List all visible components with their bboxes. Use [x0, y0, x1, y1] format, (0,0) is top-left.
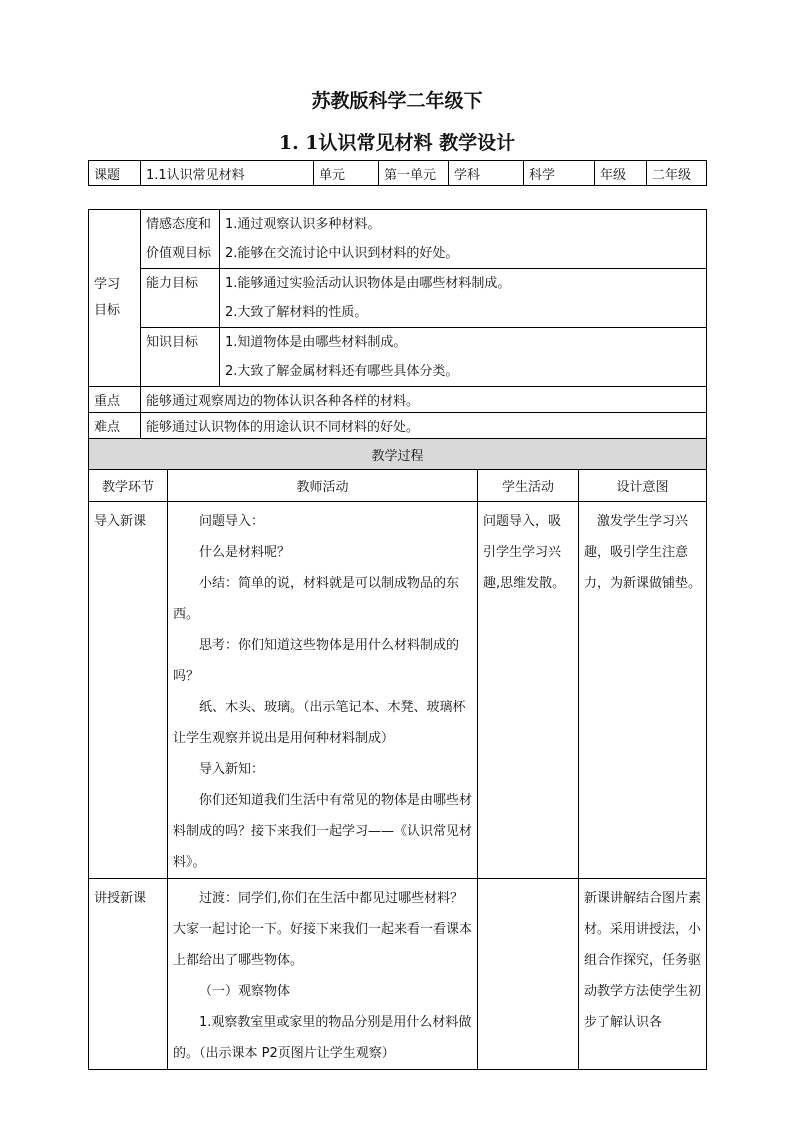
document-title: 苏教版科学二年级下 — [311, 90, 483, 112]
topic-label: 课题 — [89, 161, 141, 186]
goal-attitude — [220, 210, 707, 269]
teacher-line: 问题导入： — [199, 514, 265, 529]
subject-label: 学科 — [449, 161, 524, 186]
teacher-activity-new-lesson — [168, 879, 478, 1070]
teacher-line: 你们还知道我们生活中有常见的物体是由哪些材料制成的吗？接下来我们一起学习——《认识常见材料》。 — [173, 793, 473, 870]
unit-label: 单元 — [314, 161, 379, 186]
difficulty-text: 能够通过认识物体的用途认识不同材料的好处。 — [141, 413, 707, 439]
goal-name-knowledge: 知识目标 — [141, 328, 220, 387]
column-intent: 设计意图 — [579, 470, 707, 502]
goal-line: 2.能够在交流讨论中认识到材料的好处。 — [225, 246, 459, 261]
stage-intro: 导入新课 — [89, 502, 168, 879]
stage-new-lesson: 讲授新课 — [89, 879, 168, 1070]
key-point-label: 重点 — [89, 387, 141, 413]
student-activity-new-lesson — [478, 879, 579, 1070]
process-header: 教学过程 — [89, 439, 707, 470]
grade-value: 二年级 — [647, 161, 707, 186]
goal-line: 2.大致了解材料的性质。 — [225, 305, 368, 320]
student-activity-intro: 问题导入，吸引学生学习兴趣,思维发散。 — [478, 502, 579, 879]
subject-value: 科学 — [524, 161, 595, 186]
column-teacher: 教师活动 — [168, 470, 478, 502]
column-student: 学生活动 — [478, 470, 579, 502]
teacher-line: 1.观察教室里或家里的物品分别是用什么材料做的。（出示课本 P2页图片让学生观察） — [173, 1015, 472, 1061]
topic-value: 1.1认识常见材料 — [141, 161, 314, 186]
unit-value: 第一单元 — [379, 161, 449, 186]
difficulty-label: 难点 — [89, 413, 141, 439]
teacher-line: 纸、木头、玻璃。（出示笔记本、木凳、玻璃杯让学生观察并说出是用何种材料制成） — [173, 700, 466, 746]
info-table — [88, 160, 707, 186]
goal-ability — [220, 269, 707, 328]
goal-knowledge — [220, 328, 707, 387]
lesson-plan-table — [88, 209, 707, 1070]
goal-line: 2.大致了解金属材料还有哪些具体分类。 — [225, 364, 459, 379]
goal-line: 1.知道物体是由哪些材料制成。 — [225, 335, 407, 350]
grade-label: 年级 — [595, 161, 647, 186]
goal-name-attitude: 情感态度和价值观目标 — [141, 210, 220, 269]
column-stage: 教学环节 — [89, 470, 168, 502]
teacher-activity-intro — [168, 502, 478, 879]
document-subtitle: 1. 1认识常见材料 教学设计 — [278, 132, 516, 154]
teacher-line: 思考：你们知道这些物体是用什么材料制成的吗？ — [173, 638, 460, 684]
goal-line: 1.能够通过实验活动认识物体是由哪些材料制成。 — [225, 276, 511, 291]
goal-line: 1.通过观察认识多种材料。 — [225, 217, 381, 232]
design-intent-intro — [579, 502, 707, 879]
intent-text: 激发学生学习兴趣，吸引学生注意力，为新课做铺垫。 — [584, 514, 702, 591]
teacher-line: 小结：简单的说，材料就是可以制成物品的东西。 — [173, 576, 460, 622]
teacher-line: 过渡：同学们,你们在生活中都见过哪些材料？大家一起讨论一下。好接下来我们一起来看一看课本上都给出了哪些物体。 — [173, 891, 473, 968]
goal-name-ability: 能力目标 — [141, 269, 220, 328]
design-intent-new-lesson: 新课讲解结合图片素材。采用讲授法，小组合作探究，任务驱动教学方法使学生初步了解认识各 — [579, 879, 707, 1070]
teacher-line: 什么是材料呢？ — [199, 545, 291, 560]
key-point-text: 能够通过观察周边的物体认识各种各样的材料。 — [141, 387, 707, 413]
goals-label: 学习目标 — [89, 210, 141, 387]
teacher-line: （一）观察物体 — [199, 984, 291, 999]
teacher-line: 导入新知： — [199, 762, 265, 777]
